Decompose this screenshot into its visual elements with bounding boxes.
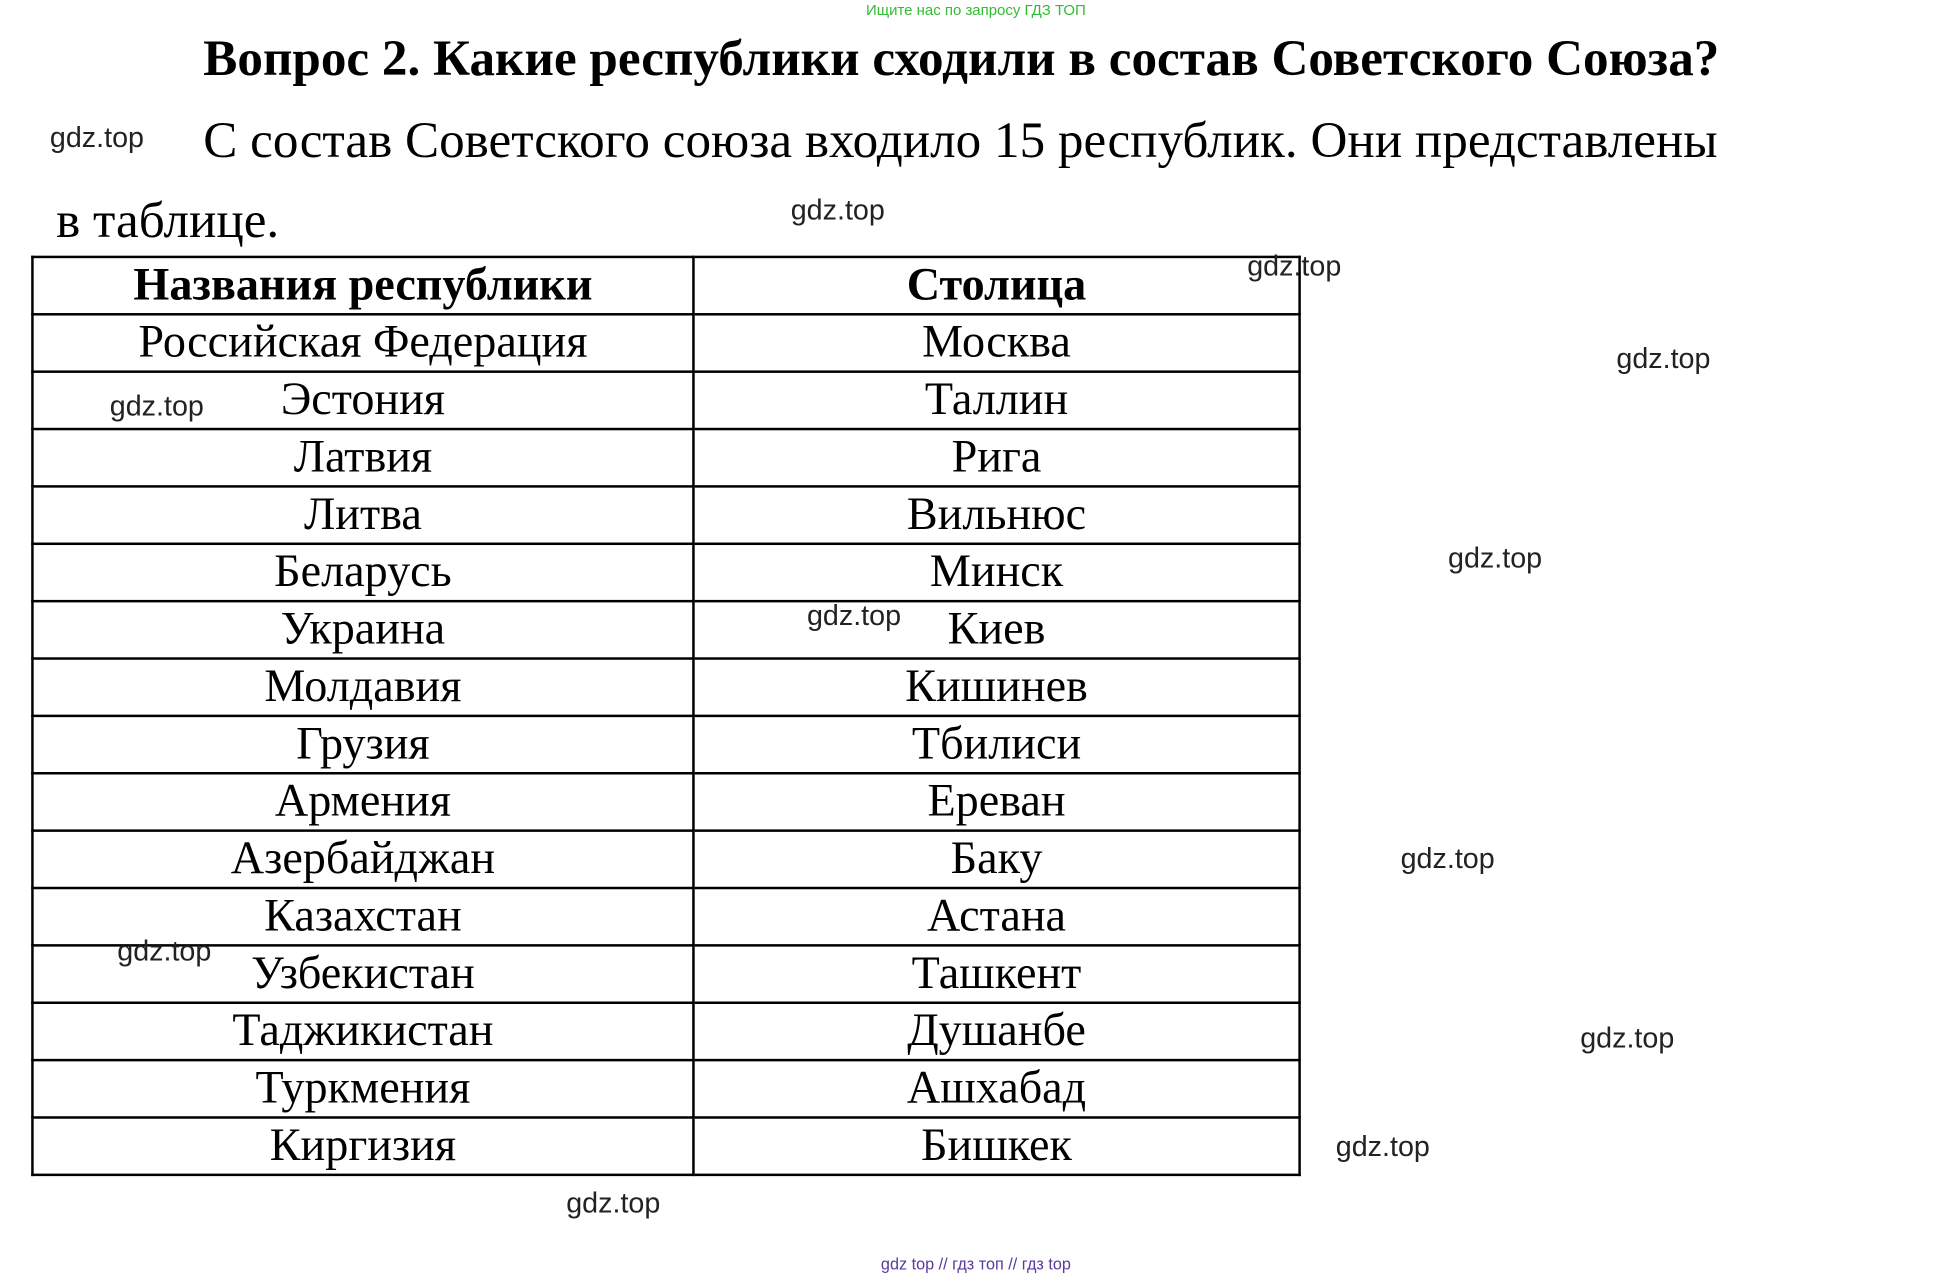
republic-cell: Эстония: [32, 372, 693, 429]
table-row: [32, 1060, 1299, 1117]
answer-line-2: в таблице.: [56, 190, 280, 249]
republic-cell: Азербайджан: [32, 831, 693, 888]
watermark: gdz.top: [49, 120, 144, 154]
table-row: [32, 888, 1299, 945]
republic-cell: Латвия: [32, 429, 693, 486]
capital-cell: Баку: [693, 831, 1299, 888]
republic-cell: Молдавия: [32, 659, 693, 716]
table-row: [32, 601, 1299, 658]
capital-cell: Астана: [693, 888, 1299, 945]
table-row: [32, 1117, 1299, 1174]
header-republic: Названия республики: [32, 257, 693, 314]
watermark: gdz.top: [117, 934, 212, 967]
watermark: gdz.top: [109, 389, 204, 422]
republic-cell: Грузия: [32, 716, 693, 773]
watermark: gdz.top: [1447, 541, 1543, 574]
capital-cell: Ереван: [693, 773, 1299, 830]
republic-cell: Туркмения: [32, 1060, 693, 1117]
capital-cell: Ашхабад: [693, 1060, 1299, 1117]
republic-cell: Беларусь: [32, 544, 693, 601]
republic-cell: Украина: [32, 601, 693, 658]
capital-cell: Ташкент: [693, 945, 1299, 1002]
table-row: [32, 831, 1299, 888]
capital-cell: Рига: [693, 429, 1299, 486]
capital-cell: Москва: [693, 314, 1299, 371]
header-capital: Столица: [693, 257, 1299, 314]
table-header-row: [32, 257, 1299, 314]
republic-cell: Казахстан: [32, 888, 693, 945]
capital-cell: Вильнюс: [693, 486, 1299, 543]
watermark: gdz.top: [806, 598, 902, 632]
watermark: gdz.top: [1247, 249, 1342, 282]
capital-cell: Минск: [693, 544, 1299, 601]
capital-cell: Таллин: [693, 372, 1299, 429]
table-row: [32, 429, 1299, 486]
watermark: gdz.top: [790, 193, 885, 226]
table-row: [32, 659, 1299, 716]
republics-table: [31, 256, 1301, 1176]
table-row: [32, 716, 1299, 773]
table-row: [32, 372, 1299, 429]
watermark: gdz.top: [566, 1186, 661, 1219]
table-row: [32, 1003, 1299, 1060]
table-row: [32, 773, 1299, 830]
watermark: gdz.top: [1580, 1021, 1675, 1054]
answer-line-1: С состав Советского союза входило 15 республик. Они представлены: [203, 111, 1718, 169]
republic-cell: Узбекистан: [32, 945, 693, 1002]
watermark: gdz.top: [1616, 341, 1711, 375]
table-row: [32, 544, 1299, 601]
question-heading: Вопрос 2. Какие республики сходили в состав Советского Союза?: [203, 28, 1720, 87]
republic-cell: Литва: [32, 486, 693, 543]
table-row: [32, 314, 1299, 371]
republic-cell: Таджикистан: [32, 1003, 693, 1060]
table-row: [32, 486, 1299, 543]
watermark: gdz.top: [1400, 841, 1495, 875]
watermark: gdz.top: [1335, 1129, 1430, 1163]
capital-cell: Кишинев: [693, 659, 1299, 716]
capital-cell: Бишкек: [693, 1117, 1299, 1174]
footer-watermark: gdz top // гдз топ // гдз top: [880, 1254, 1071, 1274]
republic-cell: Киргизия: [32, 1117, 693, 1174]
republic-cell: Российская Федерация: [32, 314, 693, 371]
capital-cell: Тбилиси: [693, 716, 1299, 773]
table-row: [32, 945, 1299, 1002]
republic-cell: Армения: [32, 773, 693, 830]
capital-cell: Киев: [693, 601, 1299, 658]
capital-cell: Душанбе: [693, 1003, 1299, 1060]
search-hint: Ищите нас по запросу ГДЗ ТОП: [866, 1, 1086, 19]
